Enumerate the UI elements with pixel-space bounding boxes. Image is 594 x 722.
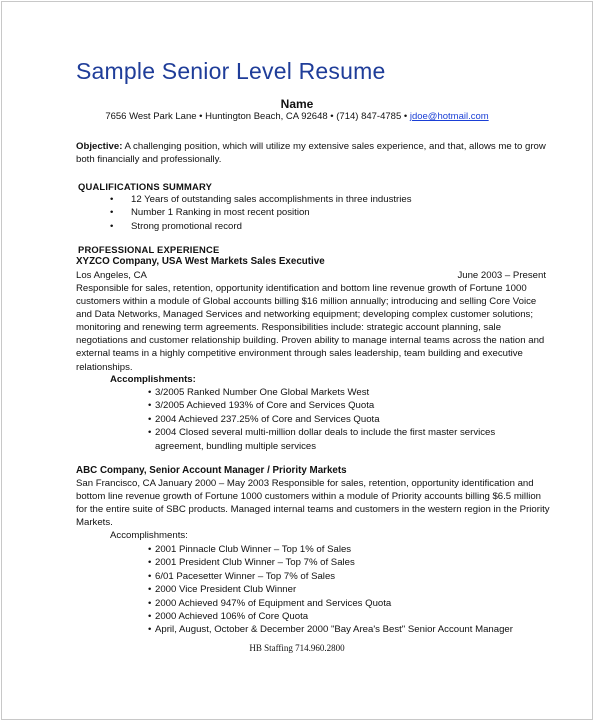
qualifications-heading: QUALIFICATIONS SUMMARY — [78, 181, 213, 192]
list-item: • 2004 Achieved 237.25% of Core and Services Quota — [148, 413, 495, 426]
list-item: • 3/2005 Achieved 193% of Core and Services Quota — [148, 399, 495, 412]
list-item: • 2001 President Club Winner – Top 7% of Sales — [148, 556, 513, 569]
contact-line — [2, 111, 592, 122]
job-dates: June 2003 – Present — [457, 270, 546, 281]
candidate-name: Name — [280, 97, 314, 111]
accomplishments-list — [148, 543, 513, 637]
list-item: • 2000 Achieved 106% of Core Quota — [148, 610, 513, 623]
list-item: • 6/01 Pacesetter Winner – Top 7% of Sales — [148, 570, 513, 583]
experience-heading: PROFESSIONAL EXPERIENCE — [78, 244, 220, 255]
job-location: Los Angeles, CA — [76, 270, 147, 281]
list-item: • Number 1 Ranking in most recent position — [110, 206, 412, 219]
list-item: • 2001 Pinnacle Club Winner – Top 1% of Sales — [148, 543, 513, 556]
list-item: • 2004 Closed several multi-million dollar deals to include the first master services — [148, 426, 495, 439]
list-item: • 2000 Achieved 947% of Equipment and Services Quota — [148, 597, 513, 610]
job-description: San Francisco, CA January 2000 – May 2003 Responsible for sales, retention, opportunity identification and bottom line revenue growth of Fortune 1000 customers within a module of Priority accounts billing $6.5 million for the entire suite of SBC products. Managed internal teams and customers in the western region in the Priority Markets. — [76, 478, 550, 529]
contact-address: 7656 West Park Lane • Huntington Beach, CA 92648 • (714) 847-4785 • — [105, 111, 410, 122]
objective-label: Objective: — [76, 141, 123, 152]
list-item: • 12 Years of outstanding sales accomplishments in three industries — [110, 193, 412, 206]
accomplishments-list — [148, 386, 495, 453]
qualifications-list — [110, 193, 412, 233]
list-item: • April, August, October & December 2000 "Bay Area's Best" Senior Account Manager — [148, 623, 513, 636]
objective — [76, 140, 556, 166]
job-description: Responsible for sales, retention, opportunity identification and bottom line revenue growth of Fortune 1000 customers within a module of Global accounts billing $16 million annually; introducing and selling Core Voice and Data Networks, Managed Services and networking equipment; developing complex customer solutions; monitoring and renewing term agreements. Responsibilities include: strategic account planning, sale negotiations and customer relationship building. Proven ability to manage internal teams across the nation and external teams in a highly competitive environment through sales leadership, team building and executive relationships. — [76, 283, 545, 373]
accomplishments-label: Accomplishments: — [110, 374, 196, 385]
resume-page — [1, 1, 593, 720]
accomplishments-label: Accomplishments: — [110, 530, 188, 541]
footer: HB Staffing 714.960.2800 — [249, 643, 345, 653]
list-item-continued: agreement, bundling multiple services — [155, 440, 317, 452]
email-link[interactable]: jdoe@hotmail.com — [409, 111, 489, 122]
objective-text: A challenging position, which will utilize my extensive sales experience, and that, allows me to grow both financially and professionally. — [76, 141, 546, 165]
list-item: • 2000 Vice President Club Winner — [148, 583, 513, 596]
list-item: • Strong promotional record — [110, 220, 412, 233]
job-title: XYZCO Company, USA West Markets Sales Executive — [76, 256, 325, 267]
job-title: ABC Company, Senior Account Manager / Priority Markets — [76, 465, 347, 476]
list-item: • 3/2005 Ranked Number One Global Markets West — [148, 386, 495, 399]
page-title: Sample Senior Level Resume — [76, 58, 386, 84]
